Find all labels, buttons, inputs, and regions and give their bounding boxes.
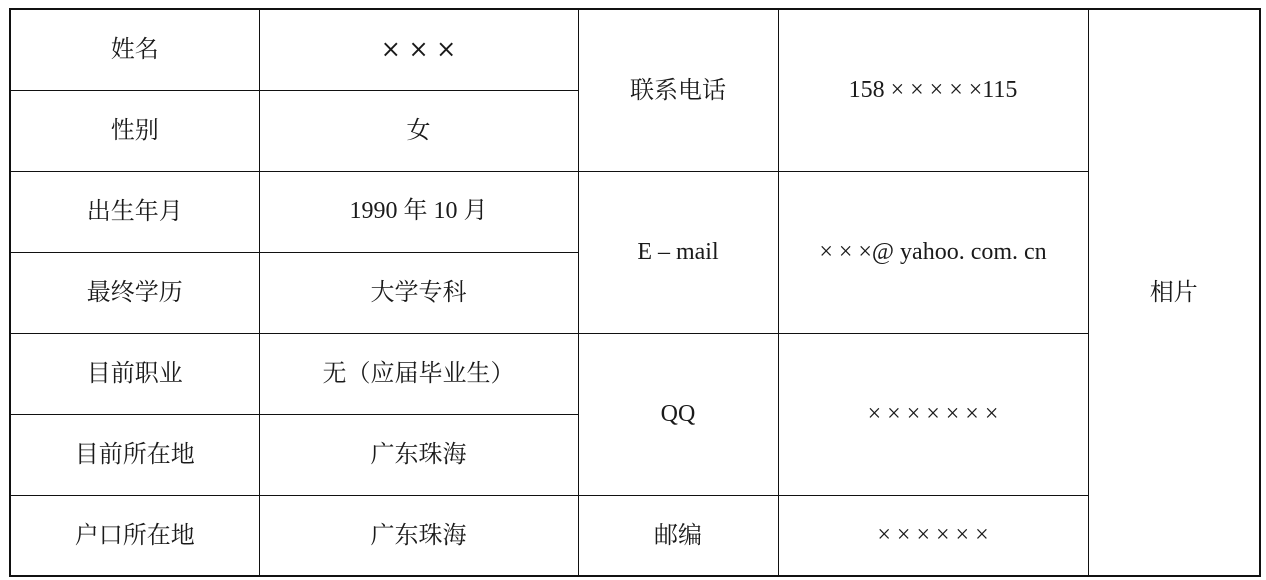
- table-row: [10, 333, 1260, 414]
- birth-date-value: 1990 年 10 月: [259, 171, 578, 252]
- education-label: 最终学历: [10, 252, 259, 333]
- phone-label: 联系电话: [578, 9, 778, 171]
- table-row: [10, 171, 1260, 252]
- current-location-value: 广东珠海: [259, 414, 578, 495]
- occupation-value: 无（应届毕业生）: [259, 333, 578, 414]
- hukou-location-label: 户口所在地: [10, 495, 259, 576]
- hukou-location-value: 广东珠海: [259, 495, 578, 576]
- postcode-value: × × × × × ×: [778, 495, 1088, 576]
- table-row: [10, 9, 1260, 90]
- email-label: E – mail: [578, 171, 778, 333]
- postcode-label: 邮编: [578, 495, 778, 576]
- photo-placeholder: 相片: [1088, 9, 1260, 576]
- email-value: × × ×@ yahoo. com. cn: [778, 171, 1088, 333]
- personal-info-table: [9, 8, 1261, 577]
- current-location-label: 目前所在地: [10, 414, 259, 495]
- phone-value: 158 × × × × ×115: [778, 9, 1088, 171]
- qq-value: × × × × × × ×: [778, 333, 1088, 495]
- gender-value: 女: [259, 90, 578, 171]
- gender-label: 性别: [10, 90, 259, 171]
- table-row: [10, 495, 1260, 576]
- qq-label: QQ: [578, 333, 778, 495]
- occupation-label: 目前职业: [10, 333, 259, 414]
- education-value: 大学专科: [259, 252, 578, 333]
- name-label: 姓名: [10, 9, 259, 90]
- name-value: × × ×: [259, 9, 578, 90]
- birth-date-label: 出生年月: [10, 171, 259, 252]
